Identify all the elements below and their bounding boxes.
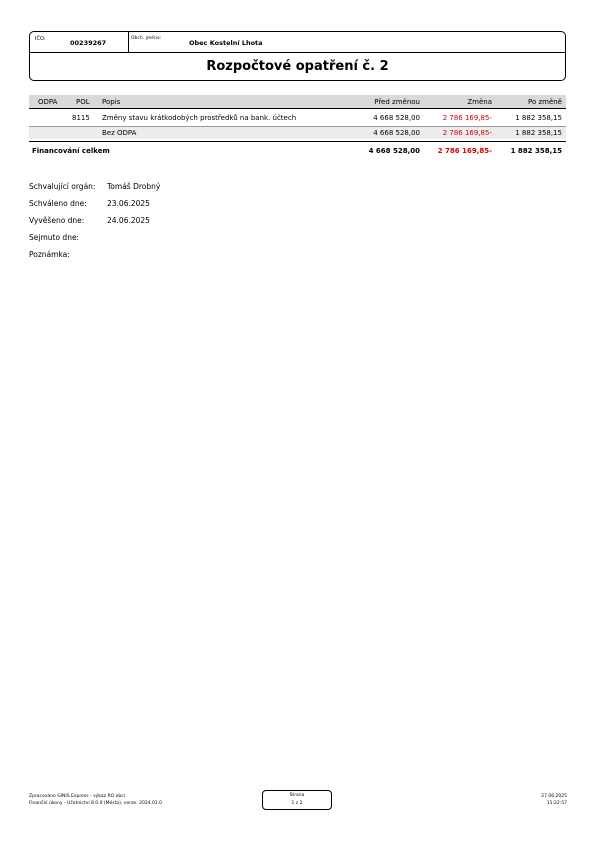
business-name-label: Obch. jméno: (131, 36, 162, 41)
approval-body-value: Tomáš Drobný (107, 182, 161, 191)
footer-left (29, 793, 162, 807)
row-po: 1 882 358,15 (515, 114, 562, 122)
table-total-row (29, 141, 566, 157)
total-pred: 4 668 528,00 (368, 147, 420, 155)
table-row (29, 126, 566, 139)
row-pred: 4 668 528,00 (373, 114, 420, 122)
table-header (29, 95, 566, 109)
approved-date-value: 23.06.2025 (107, 199, 150, 208)
ico-label: IČO: (35, 36, 46, 42)
posted-date-label: Vyvěšeno dne: (29, 216, 85, 225)
row-zmena: 2 786 169,85- (442, 114, 492, 122)
header-id-row (30, 32, 565, 53)
col-zmena: Změna (467, 98, 492, 106)
footer-software-line: Zpracováno GINIS Express - výkaz RO obcí (29, 794, 125, 799)
footer-version-line: Finanční úkony - Účetnictví 8.0.0 (Mésta), verze: 2024.01.0 (29, 801, 163, 806)
approved-date-label: Schváleno dne: (29, 199, 87, 208)
row-pred: 4 668 528,00 (373, 129, 420, 137)
col-po-zmene: Po změně (527, 98, 562, 106)
total-label: Financování celkem (32, 147, 110, 155)
page-title: Rozpočtové opatření č. 2 (206, 59, 389, 74)
row-popis: Změny stavu krátkodobých prostředků na bank. účtech (102, 114, 297, 122)
print-date: 27.06.2025 (541, 794, 567, 799)
col-odpa: ODPA (38, 98, 58, 106)
row-po: 1 882 358,15 (515, 129, 562, 137)
business-name-value: Obec Kostelní Lhota (189, 39, 263, 47)
document-header (29, 31, 566, 81)
col-pred-zmenou: Před změnou (374, 98, 420, 106)
col-popis: Popis (102, 98, 121, 106)
posted-date-value: 24.06.2025 (107, 216, 150, 225)
table-row (29, 112, 566, 125)
header-divider (128, 32, 129, 52)
total-po: 1 882 358,15 (510, 147, 562, 155)
total-zmena: 2 786 169,85- (437, 147, 492, 155)
removed-date-label: Sejmuto dne: (29, 233, 80, 242)
row-popis: Bez ODPA (102, 129, 137, 137)
col-pol: POL (76, 98, 90, 106)
page-value: 1 z 2 (291, 801, 303, 806)
approval-body-label: Schvalující orgán: (29, 182, 96, 191)
footer-right (541, 793, 567, 807)
page-indicator (262, 790, 332, 810)
page-label: Strana (289, 793, 305, 798)
row-zmena: 2 786 169,85- (442, 129, 492, 137)
row-pol: 8115 (72, 114, 90, 122)
print-time: 11:22:57 (546, 801, 567, 806)
ico-value: 00239267 (70, 39, 107, 47)
note-label: Poznámka: (29, 250, 70, 259)
